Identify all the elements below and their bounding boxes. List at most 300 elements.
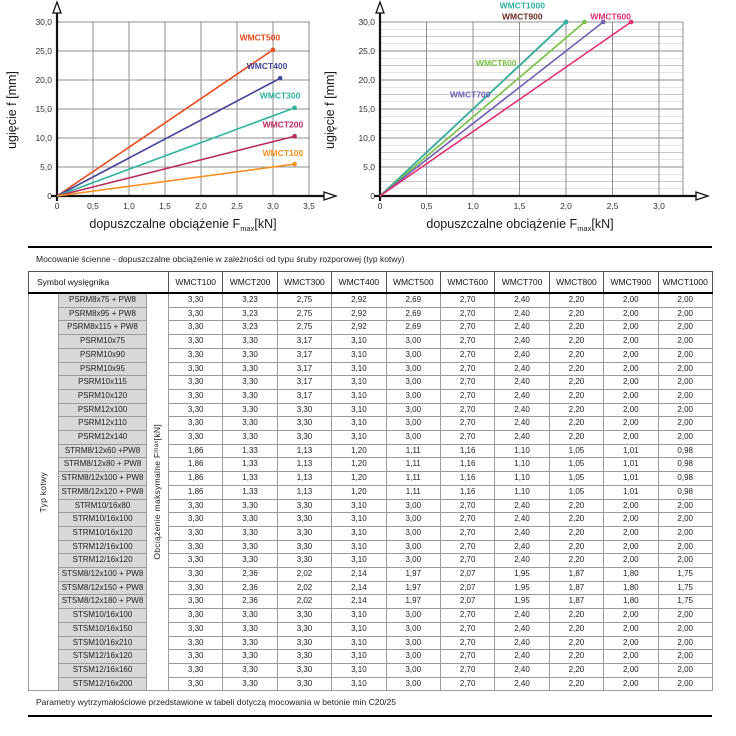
table-cell: 1,10 [495, 472, 549, 486]
table-cell: 1,05 [549, 444, 603, 458]
table-cell: 2,20 [549, 540, 603, 554]
table-cell: 0,98 [658, 485, 712, 499]
table-row [29, 389, 713, 403]
table-cell: 1,11 [386, 444, 440, 458]
table-cell: 2,20 [549, 431, 603, 445]
table-cell: 3,30 [169, 389, 223, 403]
table-cell: 2,40 [495, 650, 549, 664]
table-cell: 3,23 [223, 307, 277, 321]
table-cell: 3,30 [169, 581, 223, 595]
table-cell: 3,30 [223, 677, 277, 691]
table-cell: 3,00 [386, 677, 440, 691]
table-row [29, 403, 713, 417]
table-footnote: Parametry wytrzymałościowe przedstawione w tabeli dotyczą mocowania w betonie min C20/25 [28, 691, 712, 717]
table-cell: 3,30 [169, 622, 223, 636]
table-cell: 2,00 [604, 431, 658, 445]
table-cell: 3,10 [332, 403, 386, 417]
table-cell: 3,30 [169, 513, 223, 527]
table-cell: 3,30 [169, 677, 223, 691]
table-cell: 1,10 [495, 444, 549, 458]
svg-text:WMCT700: WMCT700 [449, 89, 491, 100]
table-cell: 2,00 [658, 663, 712, 677]
row-label: STRM8/12x80 + PW8 [59, 458, 147, 472]
row-label: STRM12/16x100 [59, 540, 147, 554]
table-cell: 2,00 [658, 677, 712, 691]
table-row [29, 609, 713, 623]
table-cell: 3,30 [169, 417, 223, 431]
table-cell: 3,30 [277, 431, 331, 445]
table-cell: 3,17 [277, 389, 331, 403]
table-cell: 3,23 [223, 321, 277, 335]
column-header-wmct1000: WMCT1000 [658, 272, 712, 294]
table-cell: 2,00 [658, 526, 712, 540]
svg-text:1,5: 1,5 [513, 201, 526, 211]
row-label: PSRM10x120 [59, 389, 147, 403]
svg-text:5,0: 5,0 [363, 162, 375, 172]
table-cell: 3,30 [169, 568, 223, 582]
table-cell: 2,20 [549, 526, 603, 540]
table-cell: 3,30 [169, 526, 223, 540]
table-cell: 3,30 [169, 499, 223, 513]
table-cell: 3,10 [332, 677, 386, 691]
column-header-wmct500: WMCT500 [386, 272, 440, 294]
table-cell: 1,01 [604, 458, 658, 472]
table-row [29, 431, 713, 445]
table-cell: 2,00 [604, 417, 658, 431]
table-cell: 3,17 [277, 362, 331, 376]
svg-text:0: 0 [377, 201, 383, 211]
table-cell: 2,70 [440, 650, 494, 664]
table-cell: 2,92 [332, 321, 386, 335]
table-cell: 2,36 [223, 581, 277, 595]
table-cell: 3,00 [386, 609, 440, 623]
row-label: STSM10/16x210 [59, 636, 147, 650]
table-cell: 3,10 [332, 417, 386, 431]
table-cell: 3,00 [386, 622, 440, 636]
table-cell: 3,10 [332, 609, 386, 623]
svg-text:25,0: 25,0 [358, 46, 375, 56]
table-row [29, 636, 713, 650]
table-cell: 1,95 [495, 568, 549, 582]
row-label: STSM12/16x200 [59, 677, 147, 691]
table-cell: 2,00 [604, 677, 658, 691]
svg-text:WMCT100: WMCT100 [262, 147, 304, 158]
table-cell: 3,10 [332, 431, 386, 445]
table-cell: 1,87 [549, 568, 603, 582]
svg-text:25,0: 25,0 [35, 46, 52, 56]
table-cell: 3,30 [169, 609, 223, 623]
table-cell: 3,23 [223, 293, 277, 307]
table-cell: 2,40 [495, 636, 549, 650]
svg-text:3,0: 3,0 [653, 201, 665, 211]
table-cell: 1,87 [549, 595, 603, 609]
table-row [29, 554, 713, 568]
table-row [29, 335, 713, 349]
table-cell: 3,10 [332, 554, 386, 568]
table-cell: 2,00 [658, 362, 712, 376]
table-cell: 2,70 [440, 389, 494, 403]
table-cell: 1,86 [169, 472, 223, 486]
table-cell: 3,30 [223, 376, 277, 390]
table-cell: 2,70 [440, 663, 494, 677]
table-cell: 3,30 [277, 663, 331, 677]
table-cell: 2,40 [495, 663, 549, 677]
table-cell: 1,95 [495, 581, 549, 595]
table-cell: 3,30 [169, 431, 223, 445]
table-cell: 2,70 [440, 513, 494, 527]
table-cell: 3,10 [332, 650, 386, 664]
table-cell: 2,92 [332, 293, 386, 307]
table-cell: 2,14 [332, 595, 386, 609]
table-cell: 0,98 [658, 444, 712, 458]
svg-text:5,0: 5,0 [40, 162, 52, 172]
table-cell: 1,13 [277, 485, 331, 499]
deflection-charts [0, 0, 736, 246]
table-cell: 1,10 [495, 485, 549, 499]
table-cell: 2,70 [440, 348, 494, 362]
table-cell: 2,20 [549, 417, 603, 431]
svg-text:10,0: 10,0 [35, 133, 52, 143]
table-cell: 3,00 [386, 499, 440, 513]
table-cell: 1,13 [277, 472, 331, 486]
table-cell: 3,30 [277, 526, 331, 540]
table-row [29, 622, 713, 636]
table-cell: 2,20 [549, 335, 603, 349]
table-row [29, 595, 713, 609]
table-cell: 2,70 [440, 499, 494, 513]
table-cell: 2,00 [604, 663, 658, 677]
table-cell: 2,00 [658, 554, 712, 568]
table-cell: 2,40 [495, 403, 549, 417]
table-cell: 2,20 [549, 636, 603, 650]
table-cell: 2,70 [440, 293, 494, 307]
table-cell: 3,17 [277, 348, 331, 362]
table-cell: 2,40 [495, 293, 549, 307]
table-cell: 2,14 [332, 581, 386, 595]
table-cell: 3,00 [386, 431, 440, 445]
table-cell: 2,70 [440, 677, 494, 691]
table-row [29, 581, 713, 595]
table-cell: 2,20 [549, 362, 603, 376]
table-cell: 3,10 [332, 389, 386, 403]
table-cell: 2,00 [604, 513, 658, 527]
table-cell: 3,30 [277, 403, 331, 417]
table-cell: 3,30 [223, 609, 277, 623]
row-label: STSM10/16x150 [59, 622, 147, 636]
table-cell: 1,33 [223, 444, 277, 458]
table-row [29, 677, 713, 691]
table-cell: 2,00 [658, 650, 712, 664]
table-cell: 2,70 [440, 403, 494, 417]
table-cell: 2,00 [604, 636, 658, 650]
table-cell: 3,30 [277, 554, 331, 568]
table-cell: 3,30 [277, 650, 331, 664]
table-cell: 2,00 [604, 403, 658, 417]
svg-text:15,0: 15,0 [35, 104, 52, 114]
table-row [29, 321, 713, 335]
table-row [29, 650, 713, 664]
table-cell: 2,00 [658, 417, 712, 431]
table-row [29, 417, 713, 431]
table-cell: 1,80 [604, 595, 658, 609]
svg-text:10,0: 10,0 [358, 133, 375, 143]
column-header-wmct600: WMCT600 [440, 272, 494, 294]
table-cell: 2,00 [604, 362, 658, 376]
table-cell: 3,10 [332, 362, 386, 376]
svg-text:0: 0 [370, 191, 375, 201]
table-cell: 2,69 [386, 307, 440, 321]
table-row [29, 376, 713, 390]
table-cell: 3,30 [169, 335, 223, 349]
table-row [29, 307, 713, 321]
table-cell: 2,20 [549, 376, 603, 390]
table-cell: 1,80 [604, 568, 658, 582]
table-cell: 2,75 [277, 307, 331, 321]
table-cell: 3,30 [169, 403, 223, 417]
table-cell: 2,40 [495, 677, 549, 691]
table-cell: 3,30 [277, 636, 331, 650]
table-cell: 3,10 [332, 663, 386, 677]
table-cell: 2,00 [658, 389, 712, 403]
svg-text:WMCT200: WMCT200 [262, 119, 304, 130]
row-label: STRM12/16x120 [59, 554, 147, 568]
table-cell: 2,40 [495, 499, 549, 513]
table-cell: 2,36 [223, 595, 277, 609]
table-cell: 2,00 [658, 376, 712, 390]
table-cell: 1,16 [440, 458, 494, 472]
table-cell: 3,30 [169, 650, 223, 664]
table-cell: 2,40 [495, 622, 549, 636]
svg-text:2,0: 2,0 [560, 201, 572, 211]
table-cell: 1,95 [495, 595, 549, 609]
table-cell: 2,20 [549, 622, 603, 636]
table-cell: 3,00 [386, 335, 440, 349]
table-cell: 1,05 [549, 458, 603, 472]
table-caption: Mocowanie ścienne - dopuszczalne obciążenie w zależności od typu śruby rozporowej (typ kotwy) [28, 246, 712, 271]
column-header-wmct200: WMCT200 [223, 272, 277, 294]
table-cell: 2,07 [440, 581, 494, 595]
svg-text:2,5: 2,5 [606, 201, 619, 211]
svg-text:30,0: 30,0 [35, 17, 52, 27]
table-cell: 0,98 [658, 458, 712, 472]
table-cell: 2,00 [604, 526, 658, 540]
svg-text:WMCT600: WMCT600 [590, 11, 631, 22]
svg-text:1,0: 1,0 [123, 201, 135, 211]
table-cell: 2,20 [549, 321, 603, 335]
table-cell: 3,30 [223, 417, 277, 431]
table-cell: 1,16 [440, 444, 494, 458]
table-row [29, 458, 713, 472]
row-label: PSRM10x95 [59, 362, 147, 376]
table-cell: 2,40 [495, 376, 549, 390]
table-cell: 3,10 [332, 513, 386, 527]
table-cell: 1,13 [277, 444, 331, 458]
table-cell: 2,00 [604, 554, 658, 568]
table-cell: 3,00 [386, 362, 440, 376]
column-header-wmct100: WMCT100 [169, 272, 223, 294]
table-cell: 2,00 [604, 609, 658, 623]
table-cell: 3,10 [332, 335, 386, 349]
row-label: STSM10/16x100 [59, 609, 147, 623]
table-cell: 2,40 [495, 307, 549, 321]
table-cell: 1,97 [386, 595, 440, 609]
table-cell: 3,00 [386, 554, 440, 568]
svg-text:WMCT400: WMCT400 [246, 60, 288, 71]
table-cell: 2,00 [604, 540, 658, 554]
table-cell: 2,20 [549, 293, 603, 307]
table-cell: 2,20 [549, 513, 603, 527]
table-cell: 2,02 [277, 568, 331, 582]
table-row [29, 540, 713, 554]
table-cell: 0,98 [658, 472, 712, 486]
table-cell: 2,00 [658, 609, 712, 623]
row-label: PSRM10x90 [59, 348, 147, 362]
table-cell: 1,86 [169, 485, 223, 499]
row-label: STRM10/16x120 [59, 526, 147, 540]
table-cell: 2,00 [604, 348, 658, 362]
table-cell: 3,10 [332, 348, 386, 362]
table-cell: 2,00 [604, 650, 658, 664]
table-cell: 3,10 [332, 636, 386, 650]
svg-text:3,5: 3,5 [303, 201, 315, 211]
svg-text:WMCT1000: WMCT1000 [499, 0, 545, 11]
table-cell: 2,00 [658, 431, 712, 445]
table-cell: 3,10 [332, 622, 386, 636]
row-label: PSRM12x100 [59, 403, 147, 417]
svg-text:1,5: 1,5 [159, 201, 171, 211]
table-cell: 3,30 [277, 417, 331, 431]
deflection-load-charts [0, 0, 736, 246]
table-cell: 2,70 [440, 554, 494, 568]
table-cell: 2,40 [495, 513, 549, 527]
table-cell: 3,30 [223, 403, 277, 417]
table-cell: 3,10 [332, 376, 386, 390]
table-cell: 3,30 [169, 321, 223, 335]
table-cell: 1,05 [549, 485, 603, 499]
table-cell: 3,10 [332, 499, 386, 513]
table-cell: 3,30 [223, 362, 277, 376]
table-cell: 2,07 [440, 595, 494, 609]
svg-text:dopuszczalne obciążenie Fmax[k: dopuszczalne obciążenie $F_{max}[kN]$ [426, 217, 614, 233]
row-label: PSRM8x75 + PW8 [59, 293, 147, 307]
table-row [29, 485, 713, 499]
table-row [29, 513, 713, 527]
table-cell: 1,11 [386, 485, 440, 499]
row-label: STRM8/12x100 + PW8 [59, 472, 147, 486]
row-label: STSM8/12x100 + PW8 [59, 568, 147, 582]
table-cell: 3,10 [332, 526, 386, 540]
svg-text:dopuszczalne obciążenie Fmax[k: dopuszczalne obciążenie $F_{max}[kN]$ [89, 217, 277, 233]
table-cell: 2,02 [277, 595, 331, 609]
table-cell: 2,00 [658, 622, 712, 636]
table-cell: 3,00 [386, 540, 440, 554]
table-cell: 2,40 [495, 389, 549, 403]
table-cell: 2,00 [658, 335, 712, 349]
table-cell: 2,20 [549, 677, 603, 691]
table-cell: 2,00 [658, 513, 712, 527]
svg-text:2,0: 2,0 [195, 201, 207, 211]
svg-text:0: 0 [54, 201, 60, 211]
table-cell: 2,70 [440, 540, 494, 554]
table-cell: 1,75 [658, 568, 712, 582]
table-cell: 2,00 [658, 321, 712, 335]
table-cell: 3,30 [223, 431, 277, 445]
svg-text:WMCT500: WMCT500 [239, 32, 281, 43]
table-cell: 2,00 [604, 321, 658, 335]
table-cell: 3,30 [223, 335, 277, 349]
table-cell: 1,87 [549, 581, 603, 595]
column-header-wmct800: WMCT800 [549, 272, 603, 294]
table-cell: 2,40 [495, 335, 549, 349]
table-row [29, 444, 713, 458]
table-cell: 1,11 [386, 458, 440, 472]
row-label: PSRM10x75 [59, 335, 147, 349]
table-cell: 2,20 [549, 348, 603, 362]
table-cell: 3,30 [277, 540, 331, 554]
table-cell: 3,10 [332, 540, 386, 554]
table-cell: 2,70 [440, 431, 494, 445]
svg-text:1,0: 1,0 [467, 201, 479, 211]
table-cell: 2,70 [440, 417, 494, 431]
svg-text:0,5: 0,5 [420, 201, 433, 211]
table-cell: 2,07 [440, 568, 494, 582]
table-cell: 2,02 [277, 581, 331, 595]
row-label: STSM12/16x120 [59, 650, 147, 664]
table-cell: 2,20 [549, 554, 603, 568]
column-header-wmct700: WMCT700 [495, 272, 549, 294]
table-cell: 2,20 [549, 307, 603, 321]
table-cell: 2,40 [495, 362, 549, 376]
table-cell: 1,16 [440, 485, 494, 499]
table-cell: 2,70 [440, 609, 494, 623]
table-cell: 3,30 [223, 348, 277, 362]
table-cell: 2,00 [604, 499, 658, 513]
symbol-column-header: Symbol wysięgnika [29, 272, 169, 294]
table-cell: 2,70 [440, 636, 494, 650]
table-cell: 2,00 [658, 293, 712, 307]
table-cell: 3,00 [386, 403, 440, 417]
table-cell: 2,92 [332, 307, 386, 321]
row-label: STRM8/12x60 +PW8 [59, 444, 147, 458]
table-cell: 3,30 [277, 499, 331, 513]
table-cell: 3,30 [223, 636, 277, 650]
row-label: STRM10/16x80 [59, 499, 147, 513]
svg-text:ugięcie f [mm]: ugięcie f [mm] [323, 71, 337, 149]
svg-text:WMCT800: WMCT800 [475, 58, 517, 69]
table-cell: 1,01 [604, 472, 658, 486]
svg-text:0,5: 0,5 [87, 201, 99, 211]
table-cell: 2,40 [495, 540, 549, 554]
table-cell: 3,00 [386, 389, 440, 403]
table-cell: 2,20 [549, 609, 603, 623]
table-cell: 2,40 [495, 526, 549, 540]
table-cell: 3,00 [386, 348, 440, 362]
table-cell: 2,00 [658, 636, 712, 650]
table-cell: 3,30 [169, 348, 223, 362]
row-label: PSRM8x115 + PW8 [59, 321, 147, 335]
table-cell: 2,00 [604, 389, 658, 403]
table-cell: 2,70 [440, 321, 494, 335]
table-cell: 1,20 [332, 444, 386, 458]
table-cell: 2,20 [549, 403, 603, 417]
table-cell: 2,00 [658, 540, 712, 554]
table-cell: 3,17 [277, 335, 331, 349]
svg-text:20,0: 20,0 [358, 75, 375, 85]
table-cell: 2,40 [495, 554, 549, 568]
table-cell: 2,20 [549, 663, 603, 677]
table-cell: 2,00 [658, 348, 712, 362]
anchor-type-group-label: Typ kotwy [29, 293, 59, 691]
